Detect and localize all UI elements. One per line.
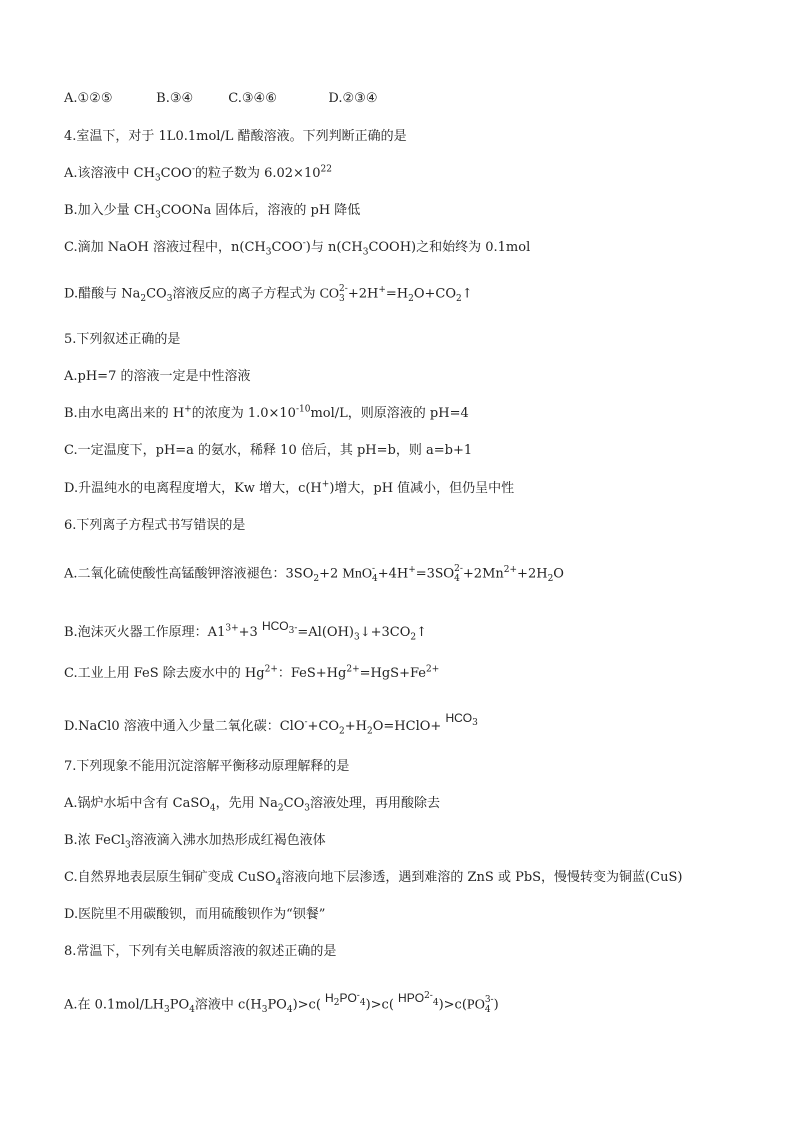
question-5-option-a: A.pH=7 的溶液一定是中性溶液 (64, 369, 251, 384)
question-6-option-c: C.工业上用 FeS 除去废水中的 $Hg^{2+}$：$FeS+Hg^{2+}=HgS+Fe^{2+}$ (64, 664, 440, 681)
prev-options-row (64, 90, 377, 108)
question-7-option-c: C.自然界地表层原生铜矿变成 CuSO$_4$溶液向地下层渗透，遇到难溶的 ZnS 或 PbS，慢慢转变为铜蓝(CuS) (64, 870, 683, 888)
question-6-option-d: D.NaCl0 溶液中通入少量二氧化碳：$ClO^-+CO_2+H_2O=HClO+ HCO_3$ (64, 710, 478, 737)
question-8-stem: 8.常温下，下列有关电解质溶液的叙述正确的是 (64, 944, 337, 959)
question-5-option-d: D.升温纯水的电离程度增大，Kw 增大，c(H+)增大，pH 值减小，但仍呈中性 (64, 479, 515, 496)
question-4-option-d: D.醋酸与 $Na_2CO_3$溶液反应的离子方程式为 CO 2- 3 $+2H^+=H_2O+CO_2↑$ (64, 284, 473, 305)
prev-option-b: B.③④ (156, 91, 194, 106)
question-4-option-c: C.滴加 NaOH 溶液过程中，$n(CH_3COO^-)$与 $n(CH_3COOH)$之和始终为 0.1mol (64, 238, 531, 258)
question-7-option-a: A.锅炉水垢中含有 CaSO$_4$，先用 $Na_2CO_3$溶液处理，再用酸除去 (64, 796, 441, 814)
prev-option-a: A.①②⑤ (64, 91, 113, 106)
question-4-stem: 4.室温下，对于 1L0.1mol/L 醋酸溶液。下列判断正确的是 (64, 129, 407, 144)
question-7-option-b: B.浓 FeCl$_3$溶液滴入沸水加热形成红褐色液体 (64, 833, 326, 851)
question-5-option-c: C.一定温度下，pH=a 的氨水，稀释 10 倍后，其 pH=b，则 a=b+1 (64, 443, 473, 458)
question-5-option-b: B.由水电离出来的 H+的浓度为 $1.0\times 10^{-10}mol/L$，则原溶液的 pH=4 (64, 404, 469, 421)
question-5-stem: 5.下列叙述正确的是 (64, 332, 181, 347)
question-7-option-d: D.医院里不用碳酸钡，而用硫酸钡作为“钡餐” (64, 907, 326, 922)
prev-option-d: D.②③④ (328, 91, 378, 106)
question-7-stem: 7.下列现象不能用沉淀溶解平衡移动原理解释的是 (64, 759, 350, 774)
prev-option-c: C.③④⑥ (228, 91, 277, 106)
question-6-option-b: B.泡沫灭火器工作原理：$A1^{3+}+3$ $HCO_3^-=Al(OH)_3↓+3CO_2↑$ (64, 618, 428, 643)
question-6-stem: 6.下列离子方程式书写错误的是 (64, 518, 246, 533)
question-4-option-b: B.加入少量 $CH_3COONa$ 固体后，溶液的 pH 降低 (64, 203, 361, 221)
question-4-option-a: A.该溶液中 $CH_3COO^-$的粒子数为 $6.02\times 10^{22}$ (64, 164, 332, 184)
question-6-option-a: A.二氧化硫使酸性高锰酸钾溶液褪色：$3SO_2+2$ MnO - 4 +4H+=3SO 2- 4 $+2Mn^{2+}+2H_2O$ (64, 564, 564, 585)
question-8-option-a: A.在 $0.1mol/LH_3PO_4$溶液中 $c(H_3PO_4)>c$( $H_2PO^-_4)>c$( $HPO^{2-}_4)>c(PO$ 3- 4 ) (64, 991, 499, 1016)
